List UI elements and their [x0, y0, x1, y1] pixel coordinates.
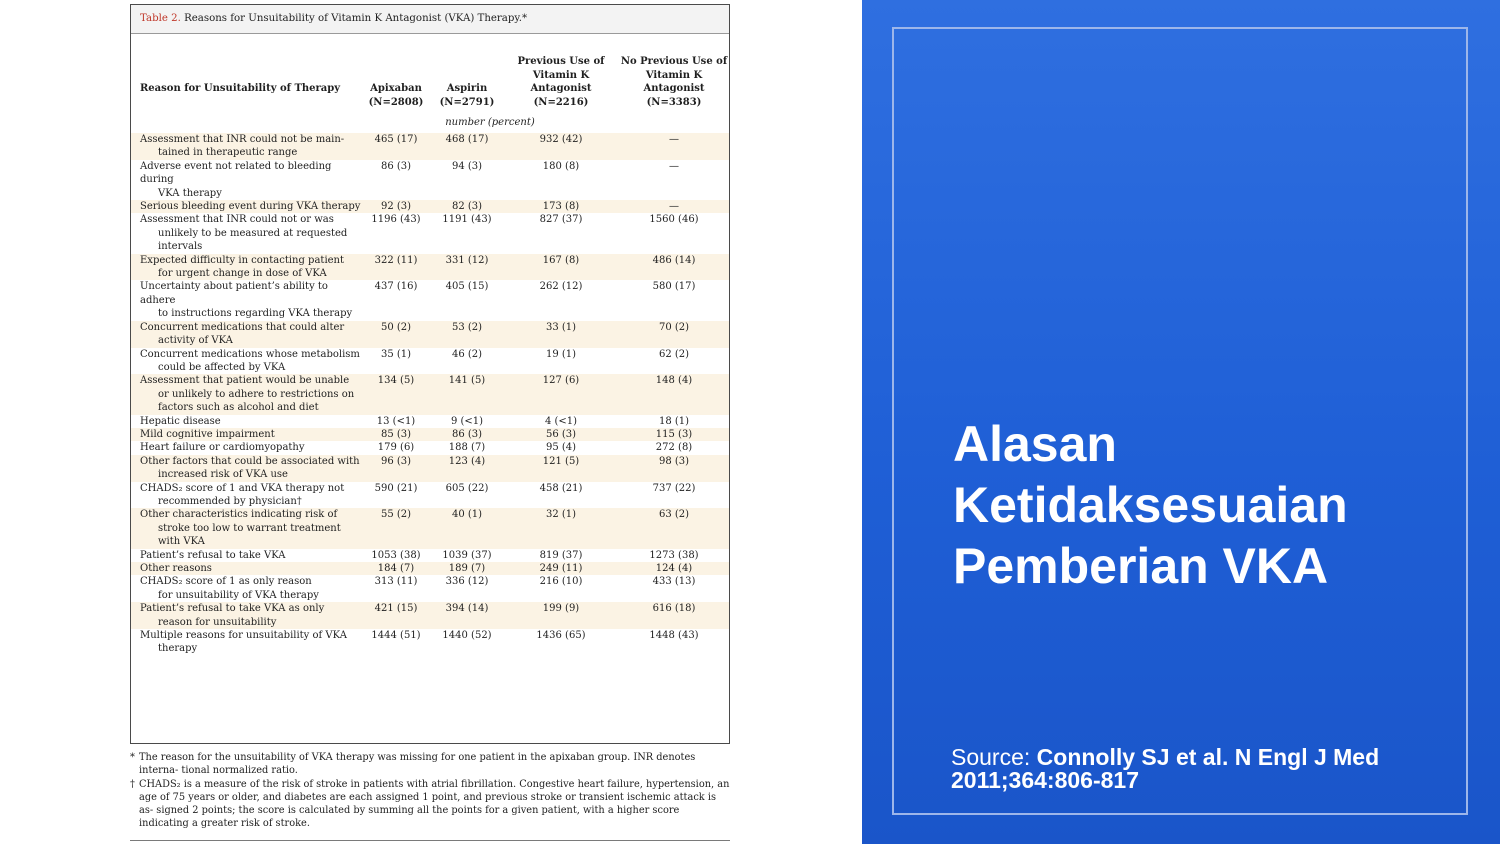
footnotes	[130, 751, 730, 831]
cell-aspirin: 94 (3)	[451, 160, 483, 172]
table-row	[131, 280, 729, 320]
cell-no-previous: 115 (3)	[619, 428, 729, 441]
cell-previous: 216 (10)	[539, 576, 583, 588]
cell-reason: Other factors that could be associated with increased risk of VKA use	[131, 455, 361, 482]
table-row	[131, 575, 729, 602]
cell-apixaban: 184 (7)	[361, 562, 431, 575]
cell-previous: 180 (8)	[542, 160, 580, 172]
cell-reason: Concurrent medications that could alter activity of VKA	[131, 321, 361, 348]
column-header-previous-vka: Previous Use of Vitamin K Antagonist (N=2216)	[517, 56, 605, 108]
cell-aspirin: 53 (2)	[431, 321, 503, 348]
cell-apixaban: 313 (11)	[374, 576, 418, 588]
table-caption	[131, 5, 729, 34]
column-header-reason: Reason for Unsuitability of Therapy	[140, 82, 341, 94]
cell-aspirin: 405 (15)	[445, 281, 489, 293]
cell-apixaban: 1053 (38)	[371, 549, 421, 561]
cell-apixaban: 55 (2)	[361, 508, 431, 548]
column-header-apixaban: Apixaban (N=2808)	[368, 83, 424, 108]
cell-aspirin: 1039 (37)	[442, 549, 492, 561]
source-citation	[951, 746, 1481, 792]
cell-aspirin: 9 (<1)	[450, 415, 484, 427]
table-row	[131, 441, 729, 454]
table-row	[131, 133, 729, 160]
cell-reason: Concurrent medications whose metabolism could be affected by VKA	[140, 348, 360, 373]
cell-previous: 262 (12)	[539, 281, 583, 293]
cell-apixaban: 1444 (51)	[371, 630, 421, 642]
table-row	[131, 455, 729, 482]
cell-apixaban: 465 (17)	[361, 133, 431, 160]
cell-apixaban: 92 (3)	[361, 200, 431, 213]
cell-reason: Patient’s refusal to take VKA	[140, 549, 286, 561]
cell-apixaban: 13 (<1)	[376, 415, 416, 427]
cell-reason: CHADS₂ score of 1 as only reason for unsuitability of VKA therapy	[140, 576, 319, 601]
footnote-dagger: † CHADS₂ is a measure of the risk of stroke in patients with atrial fibrillation. Congestive heart failure, hypertension, an age of 75 years or older, and diabetes are each assigned 1 point, and previous stroke or transient ischemic attack is as- signed 2 points; the score is calculated by summing all the points for a given patient, with a higher score indicating a greater risk of stroke.	[130, 778, 730, 830]
cell-no-previous: 737 (22)	[652, 482, 696, 494]
cell-apixaban: 590 (21)	[374, 482, 418, 494]
cell-previous: 127 (6)	[503, 374, 619, 414]
cell-reason: CHADS₂ score of 1 and VKA therapy not recommended by physician†	[140, 482, 345, 507]
cell-no-previous: 148 (4)	[619, 374, 729, 414]
cell-aspirin: 1440 (52)	[442, 630, 492, 642]
cell-previous: 4 (<1)	[544, 415, 578, 427]
cell-aspirin: 336 (12)	[445, 576, 489, 588]
cell-previous: 121 (5)	[503, 455, 619, 482]
cell-previous: 167 (8)	[503, 254, 619, 281]
cell-no-previous: —	[619, 200, 729, 213]
cell-no-previous: 1560 (46)	[649, 214, 699, 226]
cell-previous: 95 (4)	[545, 442, 577, 454]
table-container	[130, 4, 730, 744]
cell-previous: 819 (37)	[539, 549, 583, 561]
cell-no-previous: 272 (8)	[655, 442, 693, 454]
cell-reason: Assessment that INR could not be main- tained in therapeutic range	[131, 133, 361, 160]
cell-apixaban: 96 (3)	[361, 455, 431, 482]
cell-previous: 827 (37)	[539, 214, 583, 226]
cell-previous: 173 (8)	[503, 200, 619, 213]
cell-previous: 33 (1)	[503, 321, 619, 348]
cell-apixaban: 50 (2)	[361, 321, 431, 348]
cell-no-previous: —	[669, 160, 679, 172]
table-row	[131, 348, 729, 375]
table-row	[131, 482, 729, 509]
cell-no-previous: 580 (17)	[652, 281, 696, 293]
cell-no-previous: 1273 (38)	[649, 549, 699, 561]
cell-aspirin: 86 (3)	[431, 428, 503, 441]
table-row	[131, 321, 729, 348]
cell-aspirin: 40 (1)	[431, 508, 503, 548]
cell-reason: Adverse event not related to bleeding during VKA therapy	[140, 160, 332, 199]
cell-apixaban: 35 (1)	[380, 348, 412, 360]
cell-reason: Assessment that INR could not or was unlikely to be measured at requested intervals	[140, 214, 348, 253]
table-row	[131, 374, 729, 414]
cell-reason: Multiple reasons for unsuitability of VKA therapy	[140, 630, 347, 655]
cell-no-previous: 433 (13)	[652, 576, 696, 588]
cell-reason: Uncertainty about patient’s ability to adhere to instructions regarding VKA therapy	[140, 281, 353, 320]
table-row	[131, 428, 729, 441]
cell-no-previous: 18 (1)	[658, 415, 690, 427]
table-row	[131, 200, 729, 213]
cell-aspirin: 141 (5)	[431, 374, 503, 414]
table-row	[131, 254, 729, 281]
footnote-asterisk: * The reason for the unsuitability of VKA therapy was missing for one patient in the apixaban group. INR denotes interna- tional normalized ratio.	[130, 752, 696, 777]
table-row	[131, 549, 729, 562]
cell-reason: Expected difficulty in contacting patient for urgent change in dose of VKA	[131, 254, 361, 281]
cell-aspirin: 189 (7)	[431, 562, 503, 575]
cell-reason: Hepatic disease	[140, 415, 221, 427]
cell-no-previous: 70 (2)	[619, 321, 729, 348]
title-panel	[862, 0, 1500, 844]
table-body	[131, 133, 729, 656]
cell-no-previous: 616 (18)	[619, 602, 729, 629]
table-row	[131, 562, 729, 575]
cell-aspirin: 46 (2)	[451, 348, 483, 360]
table-caption-text: Reasons for Unsuitability of Vitamin K Antagonist (VKA) Therapy.*	[184, 13, 528, 24]
cell-no-previous: —	[619, 133, 729, 160]
units-label: number (percent)	[445, 117, 535, 128]
cell-apixaban: 134 (5)	[361, 374, 431, 414]
cell-reason: Heart failure or cardiomyopathy	[140, 442, 305, 454]
cell-reason: Other reasons	[131, 562, 361, 575]
cell-reason: Other characteristics indicating risk of stroke too low to warrant treatment with VKA	[131, 508, 361, 548]
cell-no-previous: 62 (2)	[658, 348, 690, 360]
vka-table	[131, 34, 729, 656]
source-label: Source:	[951, 744, 1037, 770]
cell-apixaban: 86 (3)	[380, 160, 412, 172]
cell-apixaban: 421 (15)	[361, 602, 431, 629]
cell-aspirin: 123 (4)	[431, 455, 503, 482]
cell-previous: 932 (42)	[503, 133, 619, 160]
cell-aspirin: 468 (17)	[431, 133, 503, 160]
table-caption-label: Table 2.	[140, 13, 181, 24]
source-reference: Connolly SJ et al. N Engl J Med 2011;364:806-817	[951, 744, 1380, 793]
cell-aspirin: 605 (22)	[445, 482, 489, 494]
cell-aspirin: 1191 (43)	[442, 214, 492, 226]
cell-reason: Mild cognitive impairment	[131, 428, 361, 441]
cell-apixaban: 1196 (43)	[371, 214, 421, 226]
column-header-no-previous-vka: No Previous Use of Vitamin K Antagonist (N=3383)	[620, 56, 728, 108]
slide-title: Alasan Ketidaksesuaian Pemberian VKA	[953, 416, 1348, 594]
cell-aspirin: 188 (7)	[448, 442, 486, 454]
cell-reason: Serious bleeding event during VKA therapy	[131, 200, 361, 213]
cell-previous: 32 (1)	[503, 508, 619, 548]
cell-previous: 19 (1)	[545, 348, 577, 360]
cell-no-previous: 63 (2)	[619, 508, 729, 548]
cell-previous: 56 (3)	[503, 428, 619, 441]
table-row	[131, 508, 729, 548]
cell-no-previous: 98 (3)	[619, 455, 729, 482]
cell-no-previous: 124 (4)	[619, 562, 729, 575]
table-row	[131, 213, 729, 253]
table-row	[131, 415, 729, 428]
cell-no-previous: 1448 (43)	[649, 630, 699, 642]
cell-previous: 1436 (65)	[536, 630, 586, 642]
cell-previous: 458 (21)	[539, 482, 583, 494]
table-row	[131, 602, 729, 629]
cell-aspirin: 82 (3)	[431, 200, 503, 213]
cell-previous: 199 (9)	[503, 602, 619, 629]
cell-no-previous: 486 (14)	[619, 254, 729, 281]
cell-aspirin: 394 (14)	[431, 602, 503, 629]
cell-previous: 249 (11)	[503, 562, 619, 575]
cell-apixaban: 85 (3)	[361, 428, 431, 441]
table-row	[131, 629, 729, 656]
cell-aspirin: 331 (12)	[431, 254, 503, 281]
bottom-rule	[130, 840, 730, 841]
cell-reason: Assessment that patient would be unable or unlikely to adhere to restrictions on factors such as alcohol and diet	[131, 374, 361, 414]
cell-apixaban: 322 (11)	[361, 254, 431, 281]
cell-reason: Patient’s refusal to take VKA as only reason for unsuitability	[131, 602, 361, 629]
cell-apixaban: 179 (6)	[377, 442, 415, 454]
cell-apixaban: 437 (16)	[374, 281, 418, 293]
table-row	[131, 160, 729, 200]
column-header-aspirin: Aspirin (N=2791)	[439, 83, 495, 108]
